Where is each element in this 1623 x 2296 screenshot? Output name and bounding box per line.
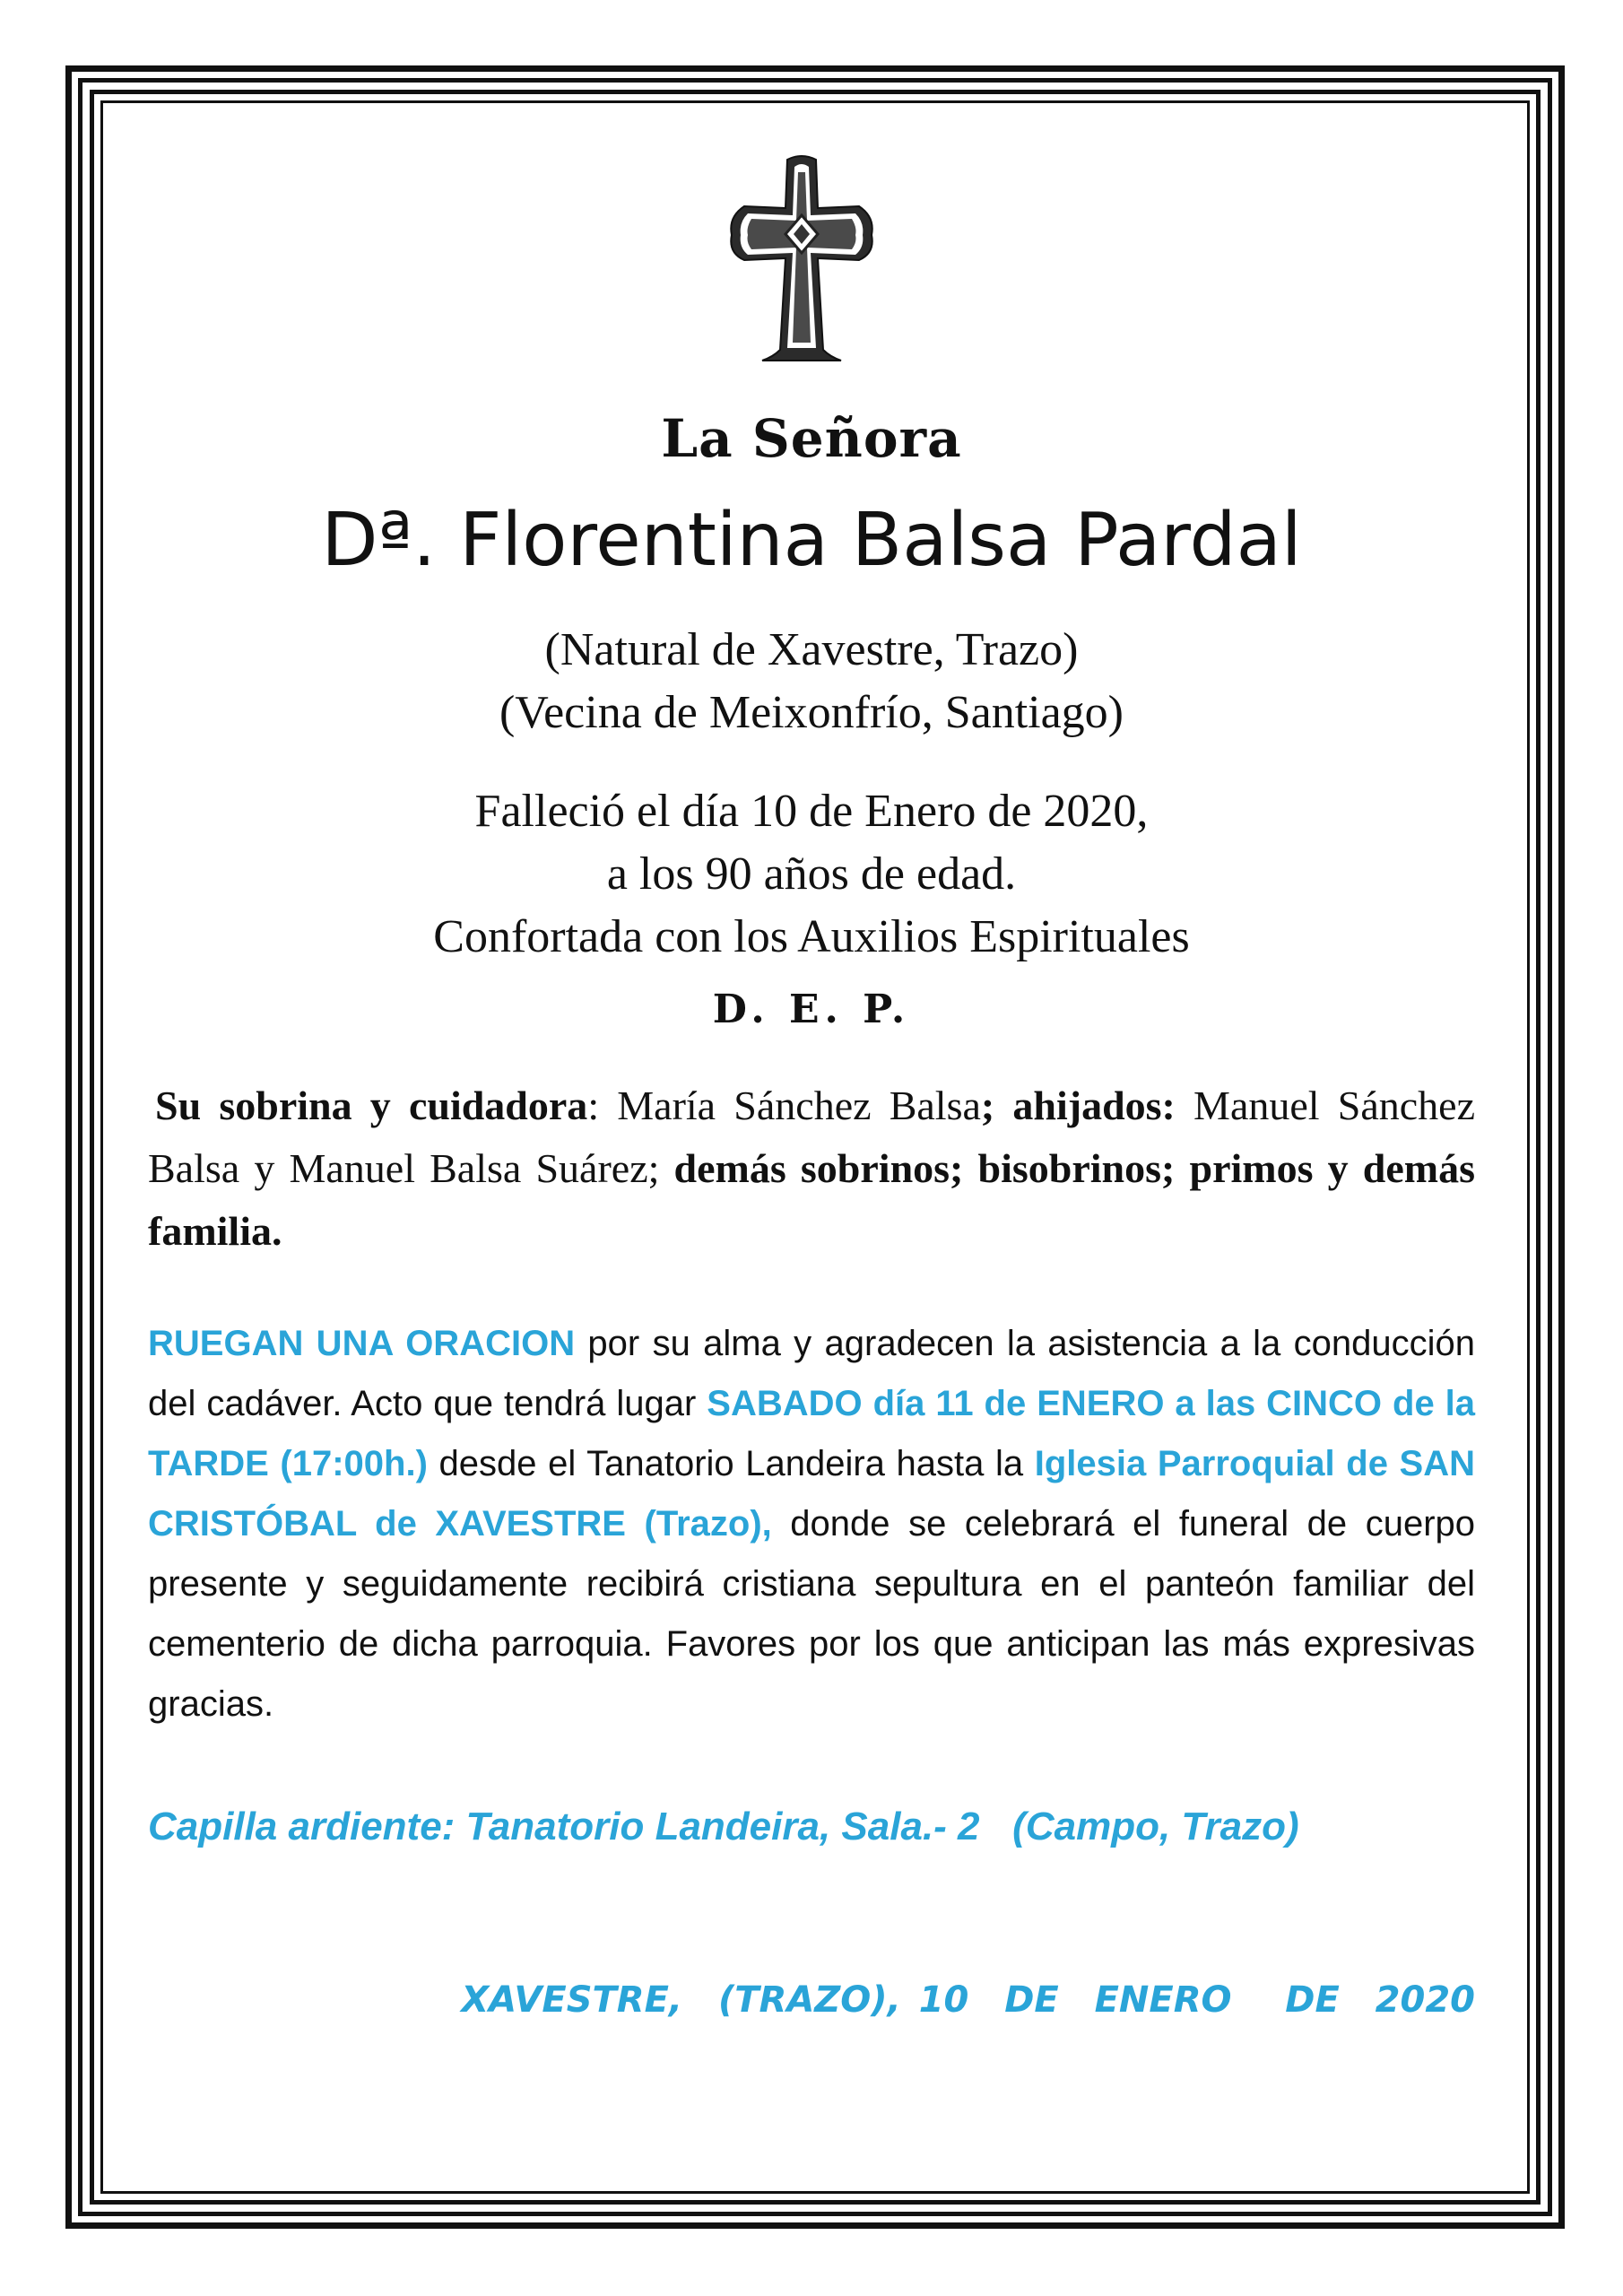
family-godchildren-names: Manuel Sánchez Balsa y Manuel Balsa Suárez; [148, 1083, 1475, 1191]
family-paragraph [148, 1074, 1475, 1263]
ceremony-datetime: SABADO día 11 de ENERO a las CINCO de la TARDE (17:00h.) [148, 1384, 1475, 1483]
origin-natural: (Natural de Xavestre, Trazo) [544, 624, 1079, 675]
death-block [135, 780, 1488, 969]
ceremony-paragraph [148, 1314, 1475, 1735]
family-label-godchildren: ; ahijados: [980, 1083, 1176, 1128]
place-date: XAVESTRE, (TRAZO), 10 DE ENERO DE 2020 [461, 1979, 1475, 2021]
cross-icon [725, 152, 879, 368]
capilla-ardiente: Capilla ardiente: Tanatorio Landeira, Sala.- 2 (Campo, Trazo) [148, 1805, 1299, 1848]
origin-vecina: (Vecina de Meixonfrío, Santiago) [499, 687, 1124, 738]
family-label-others: demás sobrinos; bisobrinos; primos y demás familia. [148, 1145, 1475, 1254]
family-label-niece: Su sobrina y cuidadora [155, 1083, 588, 1128]
death-age: a los 90 años de edad. [606, 848, 1017, 900]
honorific: La Señora [661, 408, 962, 469]
death-date: Falleció el día 10 de Enero de 2020, [474, 786, 1149, 837]
dep-heading: D. E. P. [712, 987, 911, 1032]
deceased-name: Dª. Florentina Balsa Pardal [321, 498, 1302, 583]
origin-block [135, 619, 1488, 744]
ceremony-text-3: donde se celebrará el funeral de cuerpo presente y seguidamente recibirá cristiana sepultura en el panteón familiar del cementerio de dicha parroquia. Favores por los que anticipan las más expresivas gracias. [148, 1504, 1476, 1724]
family-niece-name: : María Sánchez Balsa [587, 1083, 981, 1128]
death-comfort: Confortada con los Auxilios Espirituales [433, 911, 1190, 962]
ceremony-text-1: por su alma y agradecen la asistencia a la conducción del cadáver. Acto que tendrá lugar [148, 1324, 1475, 1423]
ceremony-church: Iglesia Parroquial de SAN CRISTÓBAL de XAVESTRE (Trazo), [148, 1444, 1475, 1544]
prayer-request: RUEGAN UNA ORACION [148, 1324, 576, 1363]
ceremony-text-2: desde el Tanatorio Landeira hasta la [427, 1444, 1035, 1483]
